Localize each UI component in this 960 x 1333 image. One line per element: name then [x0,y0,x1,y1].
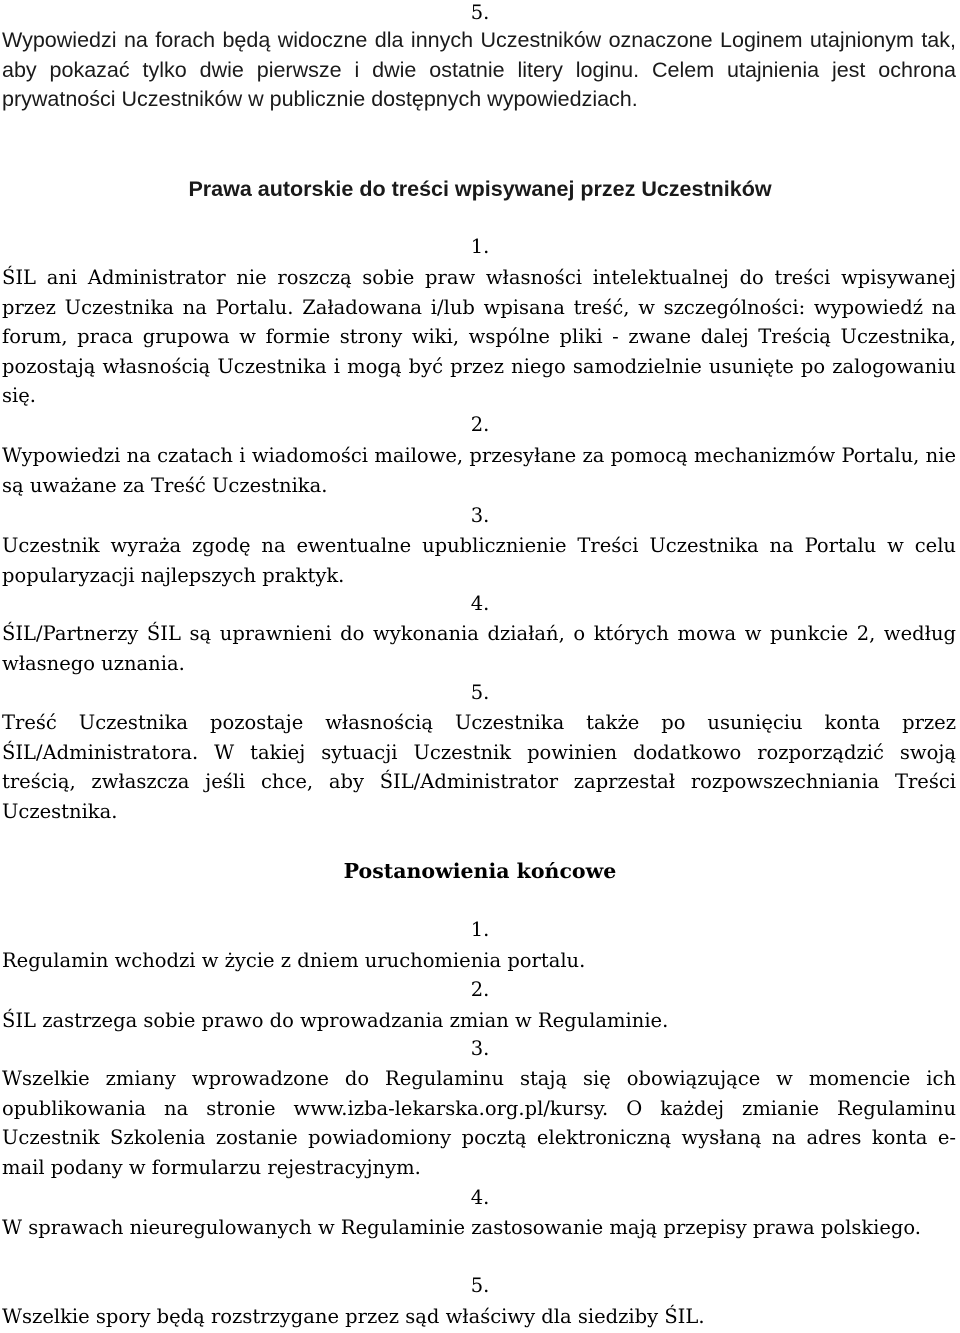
section-heading-copyright: Prawa autorskie do treści wpisywanej przez Uczestników [188,177,772,201]
paragraph-final-3: Wszelkie zmiany wprowadzone do Regulaminu stają się obowiązujące w momencie ich opublikowania na stronie www.izba-lekarska.org.pl/kursy. O każdej zmianie Regulaminu Uczestnik Szkolenia zostanie powiadomiony pocztą elektroniczną wysłaną na adres konta e-mail podany w formularzu rejestracyjnym. [2,1067,956,1179]
paragraph-forum-logins: Wypowiedzi na forach będą widoczne dla innych Uczestników oznaczone Loginem utajnionym tak, aby pokazać tylko dwie pierwsze i dwie ostatnie litery loginu. Celem utajnienia jest ochrona prywatności Uczestników w publicznie dostępnych wypowiedziach. [2,28,956,112]
item-number: 3. [470,504,490,527]
item-number: 4. [470,1186,490,1209]
item-number: 3. [470,1037,490,1060]
item-number: 5. [470,1274,490,1297]
item-number: 2. [470,978,490,1001]
item-number: 2. [470,413,490,436]
item-number: 4. [470,592,490,615]
paragraph-final-1: Regulamin wchodzi w życie z dniem uruchomienia portalu. [2,949,586,972]
item-number: 5. [470,681,490,704]
item-number: 5. [470,1,490,24]
paragraph-final-2: ŚIL zastrzega sobie prawo do wprowadzania zmian w Regulaminie. [2,1009,669,1032]
item-number: 1. [470,235,490,258]
item-number: 1. [470,918,490,941]
paragraph-copyright-5: Treść Uczestnika pozostaje własnością Uczestnika także po usunięciu konta przez ŚIL/Administratora. W takiej sytuacji Uczestnik powinien dodatkowo rozporządzić swoją treścią, zwłaszcza jeśli chce, aby ŚIL/Administrator zaprzestał rozpowszechniania Treści Uczestnika. [2,711,956,823]
paragraph-copyright-3: Uczestnik wyraża zgodę na ewentualne upublicznienie Treści Uczestnika na Portalu w celu popularyzacji najlepszych praktyk. [2,534,956,587]
paragraph-copyright-2: Wypowiedzi na czatach i wiadomości mailowe, przesyłane za pomocą mechanizmów Portalu, nie są uważane za Treść Uczestnika. [2,444,956,497]
paragraph-final-4: W sprawach nieuregulowanych w Regulaminie zastosowanie mają przepisy prawa polskiego. [2,1216,922,1239]
paragraph-copyright-1: ŚIL ani Administrator nie roszczą sobie praw własności intelektualnej do treści wpisywanej przez Uczestnika na Portalu. Załadowana i/lub wpisana treść, w szczególności: wypowiedź na forum, praca grupowa w formie strony wiki, wspólne pliki - zwane dalej Treścią Uczestnika, pozostają własnością Uczestnika i mogą być przez niego samodzielnie usunięte po zalogowaniu się. [2,266,956,408]
paragraph-final-5: Wszelkie spory będą rozstrzygane przez sąd właściwy dla siedziby ŚIL. [2,1305,705,1328]
paragraph-copyright-4: ŚIL/Partnerzy ŚIL są uprawnieni do wykonania działań, o których mowa w punkcie 2, według własnego uznania. [2,622,956,675]
section-heading-final-provisions: Postanowienia końcowe [343,859,617,883]
